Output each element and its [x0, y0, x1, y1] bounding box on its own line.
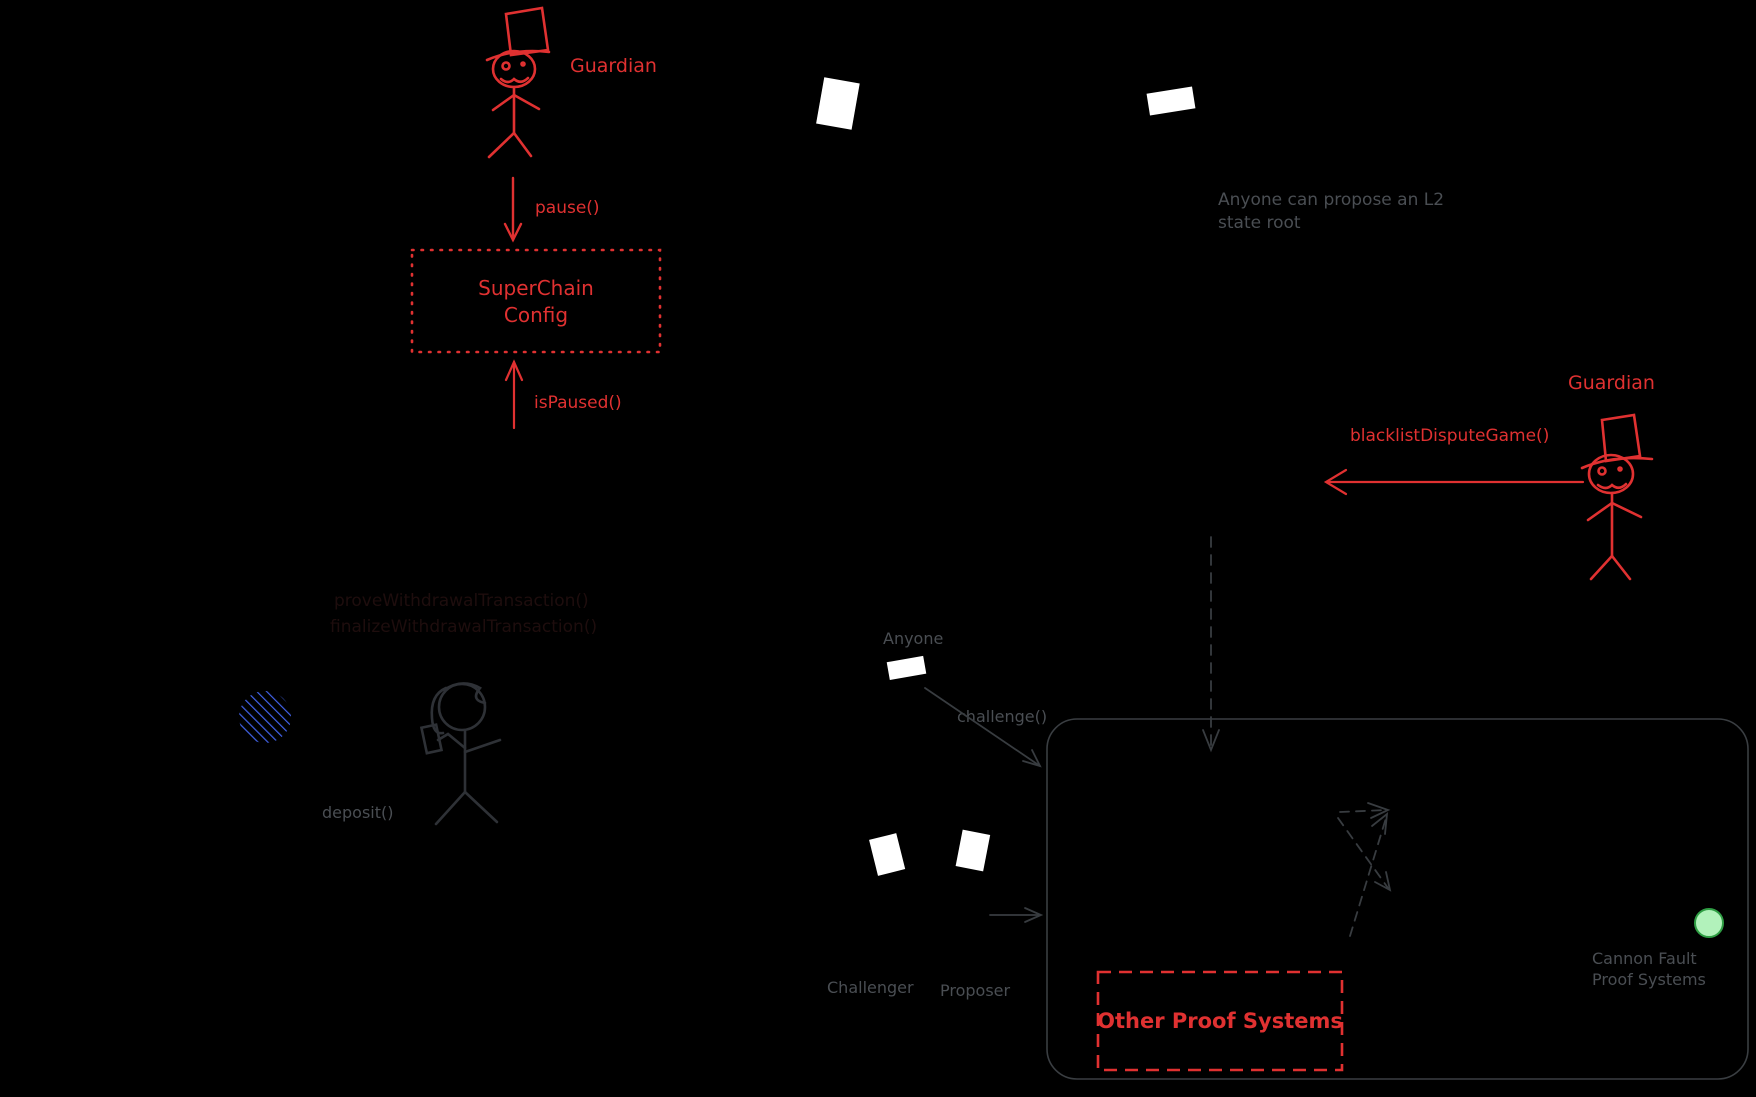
challenger-label: Challenger	[827, 978, 914, 997]
document-icon	[956, 830, 991, 872]
proposer-label: Proposer	[940, 981, 1011, 1000]
guardian-right-figure	[1582, 415, 1652, 579]
document-icon	[887, 656, 927, 680]
blacklist-label: blacklistDisputeGame()	[1350, 426, 1550, 446]
document-icon	[816, 77, 860, 130]
guardian-left-label: Guardian	[570, 55, 657, 77]
challenge-arrow	[925, 688, 1040, 766]
status-dot	[1695, 909, 1723, 937]
anyone-label: Anyone	[883, 629, 944, 648]
document-icon	[1147, 87, 1196, 116]
dashed-link-arrows	[1338, 803, 1390, 936]
pause-arrow	[505, 178, 521, 240]
guardian-left-figure	[487, 8, 549, 157]
proposer-arrow	[990, 908, 1041, 922]
superchain-config-line2: Config	[503, 303, 569, 327]
pause-label: pause()	[535, 198, 600, 218]
deposit-label: deposit()	[322, 803, 394, 822]
cannon-label-line2: Proof Systems	[1592, 970, 1706, 989]
cannon-label-line1: Cannon Fault	[1592, 949, 1697, 968]
challenge-label: challenge()	[957, 707, 1048, 726]
superchain-config-line1: SuperChain	[478, 276, 594, 300]
guardian-right-label: Guardian	[1568, 372, 1655, 394]
eth-token-icon	[239, 691, 291, 743]
prove-withdrawal-label: proveWithdrawalTransaction()	[334, 591, 589, 611]
anyone-propose-line2: state root	[1218, 213, 1301, 233]
dashed-down-arrow	[1203, 537, 1219, 750]
ispaused-arrow	[506, 362, 522, 428]
user-figure	[421, 683, 500, 824]
finalize-withdrawal-label: finalizeWithdrawalTransaction()	[330, 617, 598, 637]
superchain-config-box	[412, 250, 660, 352]
blacklist-arrow	[1326, 470, 1583, 494]
document-icon	[869, 833, 905, 876]
other-proof-systems-label: Other Proof Systems	[1097, 1009, 1343, 1033]
ispaused-label: isPaused()	[534, 393, 622, 413]
anyone-propose-line1: Anyone can propose an L2	[1218, 190, 1445, 210]
